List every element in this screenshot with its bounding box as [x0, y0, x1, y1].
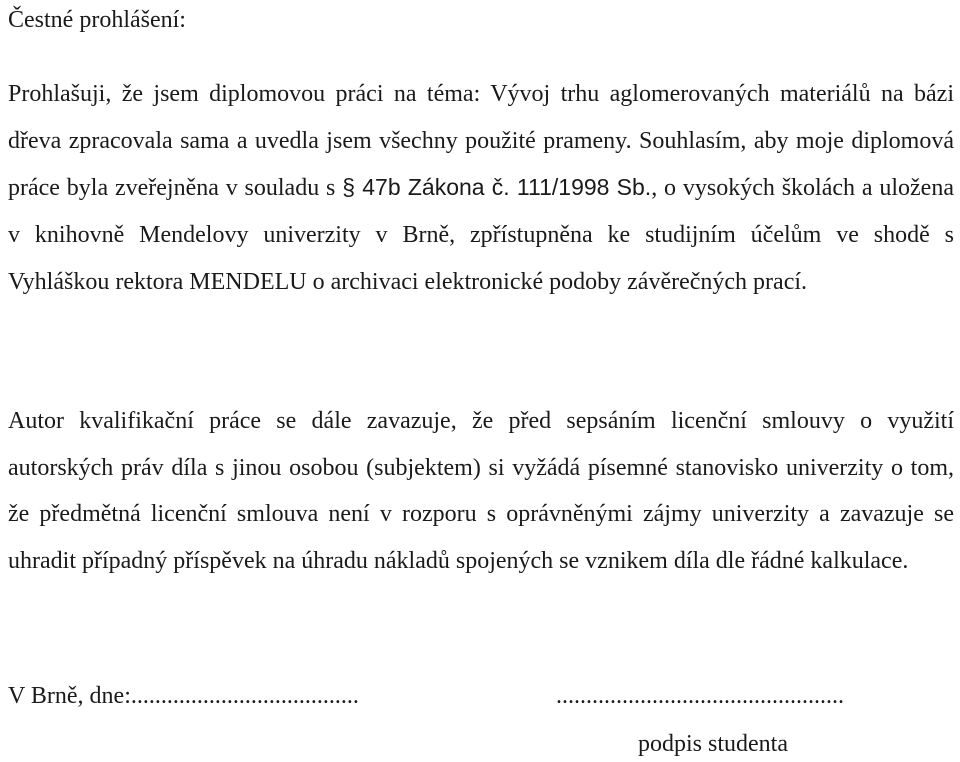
- signature-label: podpis studenta: [638, 731, 788, 757]
- declaration-text-end: , o vysokých školách a uložena v knihovně Mendelovy univerzity v Brně, zpřístupněna ke studijním účelům ve shodě s Vyhláškou rektora MENDELU o archivaci elektronické podoby závěrečných prací.: [8, 175, 954, 295]
- license-obligation-paragraph: Autor kvalifikační práce se dále zavazuje, že před sepsáním licenční smlouvy o využití autorských práv díla s jinou osobou (subjektem) si vyžádá písemné stanovisko univerzity o tom, že předmětná licenční smlouva není v rozporu s oprávněnými zájmy univerzity a zavazuje se uhradit případný příspěvek na úhradu nákladů spojených se vznikem díla dle řádné kalkulace.: [8, 408, 954, 575]
- law-reference: § 47b Zákona č. 111/1998 Sb.: [342, 174, 652, 201]
- signature-line: ................................................: [556, 683, 844, 709]
- declaration-text-start: Prohlašuji, že jsem diplomovou práci na téma: Vývoj trhu aglomerovaných materiálů na bázi dřeva zpracovala sama a uvedla jsem všechny použité prameny. Souhlasím, aby moje diplomová práce byla zveřejněna v souladu s: [8, 81, 954, 202]
- page-title: Čestné prohlášení:: [8, 7, 186, 33]
- declaration-paragraph: [8, 71, 954, 306]
- place-date-line: V Brně, dne:......................................: [8, 683, 359, 709]
